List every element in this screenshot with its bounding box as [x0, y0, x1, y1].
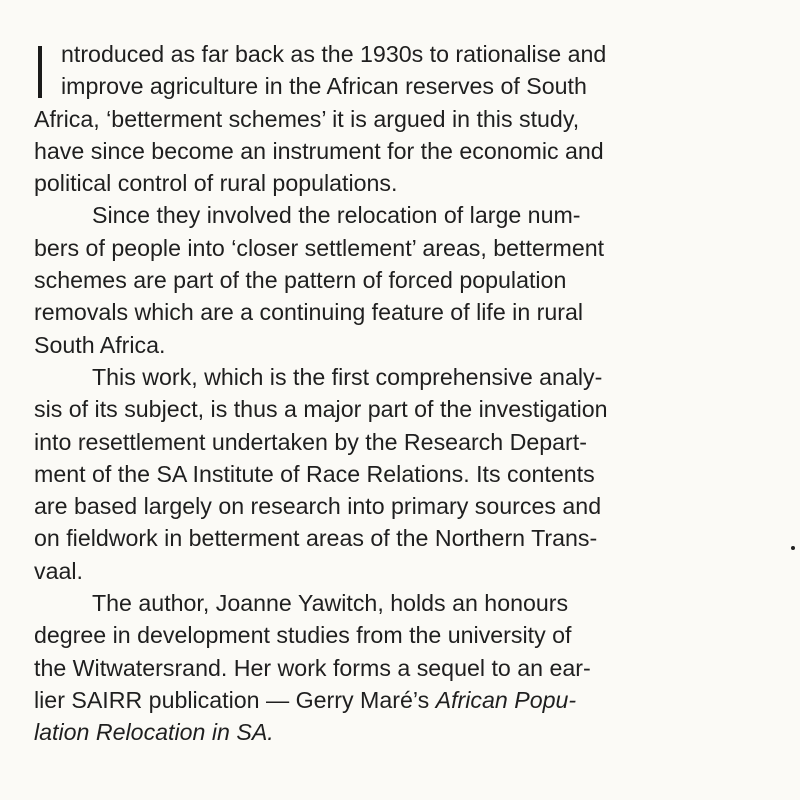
book-title-part-1: African Popu-: [435, 686, 577, 713]
text-line: degree in development studies from the university of: [34, 622, 572, 649]
text-line: vaal.: [34, 557, 83, 584]
book-title-part-2: lation Relocation in SA.: [34, 719, 274, 746]
text-line: South Africa.: [34, 331, 166, 358]
text-line: ment of the SA Institute of Race Relations. Its contents: [34, 460, 595, 487]
paragraph-2: [34, 199, 760, 360]
text-segment: lier SAIRR publication — Gerry Maré’s: [34, 686, 436, 713]
text-line: [34, 684, 760, 716]
text-line: schemes are part of the pattern of forced population: [34, 267, 567, 294]
print-speck: [791, 546, 795, 550]
text-line: the Witwatersrand. Her work forms a sequel to an ear-: [34, 654, 591, 681]
text-line: bers of people into ‘closer settlement’ areas, betterment: [34, 234, 605, 261]
paragraph-3: [34, 361, 760, 587]
text-line: Since they involved the relocation of large num-: [92, 202, 581, 229]
text-line: This work, which is the first comprehensive analy-: [92, 363, 603, 390]
text-line: are based largely on research into primary sources and: [34, 493, 602, 520]
text-line: Africa, ‘betterment schemes’ it is argued in this study,: [34, 105, 580, 132]
text-line: political control of rural populations.: [34, 170, 398, 197]
text-line: improve agriculture in the African reserves of South: [61, 73, 587, 100]
text-line: The author, Joanne Yawitch, holds an honours: [92, 590, 569, 617]
text-line: have since become an instrument for the economic and: [34, 137, 604, 164]
paragraph-4: [34, 587, 760, 748]
text-line: removals which are a continuing feature of life in rural: [34, 299, 584, 326]
drop-cap-letter: [38, 46, 42, 98]
text-line: sis of its subject, is thus a major part of the investigation: [34, 396, 608, 423]
paragraph-1: [34, 38, 760, 199]
text-line: ntroduced as far back as the 1930s to rationalise and: [61, 41, 607, 67]
text-line: into resettlement undertaken by the Research Depart-: [34, 428, 587, 455]
text-line: on fieldwork in betterment areas of the Northern Trans-: [34, 525, 598, 552]
